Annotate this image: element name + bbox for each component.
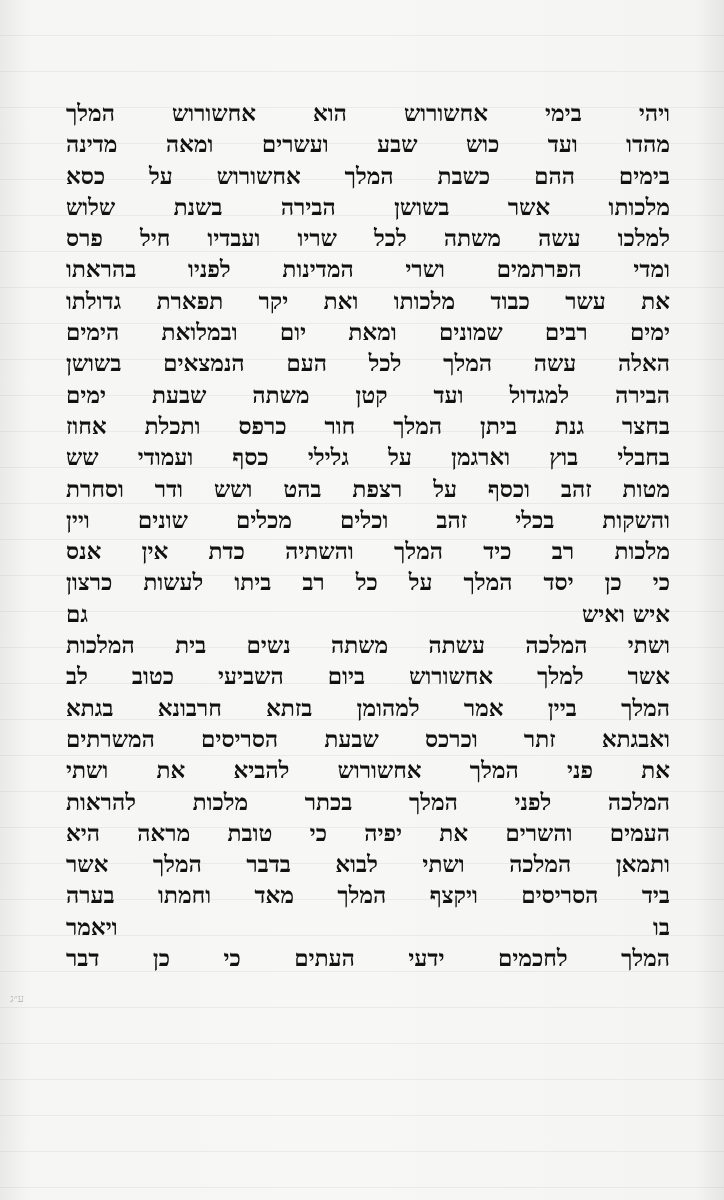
scroll-line: למלכו עשה משתה לכל שריו ועבדיו חיל פרס [66,225,670,253]
scroll-line: ומדי הפרתמים ושרי המדינות לפניו בהראתו [66,256,670,284]
scroll-line: האלה עשה המלך לכל העם הנמצאים בשושן [66,350,670,378]
scroll-line: מלכותו אשר בשושן הבירה בשנת שלוש [66,193,670,221]
scroll-line: ותמאן המלכה ושתי לבוא בדבר המלך אשר [66,851,670,879]
scroll-line: ביד הסריסים ויקצף המלך מאד וחמתו בערה [66,882,670,910]
scroll-line: ואבגתא זתר וכרכס שבעת הסריסים המשרתים [66,725,670,753]
scroll-line: את עשר כבוד מלכותו ואת יקר תפארת גדולתו [66,287,670,315]
scroll-line: המלך לחכמים ידעי העתים כי כן דבר [66,945,670,973]
scroll-text-column [66,98,670,974]
scroll-line: ימים רבים שמונים ומאת יום ובמלואת הימים [66,319,670,347]
section-break-right-word: בו [653,913,670,941]
section-break-right-word: איש ואיש [581,600,670,628]
scroll-line: כי כן יסד המלך על כל רב ביתו לעשות כרצון [66,569,670,597]
scroll-line: מטות זהב וכסף על רצפת בהט ושש ודר וסחרת [66,475,670,503]
scroll-line: ושתי המלכה עשתה משתה נשים בית המלכות [66,632,670,660]
scroll-line: מלכות רב כיד המלך והשתיה כדת אין אנס [66,538,670,566]
edge-pencil-mark: ע״ג [10,992,25,1005]
section-break-left-word: גם [66,600,88,628]
scroll-line: בחצר גנת ביתן המלך חור כרפס ותכלת אחוז [66,412,670,440]
scroll-line: הבירה למגדול ועד קטן משתה שבעת ימים [66,381,670,409]
scroll-line: המלך ביין אמר למהומן בזתא חרבונא בגתא [66,694,670,722]
scroll-line: את פני המלך אחשורוש להביא את ושתי [66,757,670,785]
scroll-line: ויהי בימי אחשורוש הוא אחשורוש המלך [66,100,670,127]
section-break-line [66,599,670,630]
scroll-line: בימים ההם כשבת המלך אחשורוש על כסא [66,162,670,190]
section-break-line [66,912,670,943]
section-break-left-word: ויאמר [66,913,118,941]
scroll-line: אשר למלך אחשורוש ביום השביעי כטוב לב [66,663,670,691]
scroll-line: והשקות בכלי זהב וכלים מכלים שונים ויין [66,506,670,534]
scroll-line: בחבלי בוץ וארגמן על גלילי כסף ועמודי שש [66,444,670,472]
scroll-line: המלכה לפני המלך בכתר מלכות להראות [66,788,670,816]
scroll-line: העמים והשרים את יפיה כי טובת מראה היא [66,819,670,847]
scroll-line: מהדו ועד כוש שבע ועשרים ומאה מדינה [66,131,670,159]
